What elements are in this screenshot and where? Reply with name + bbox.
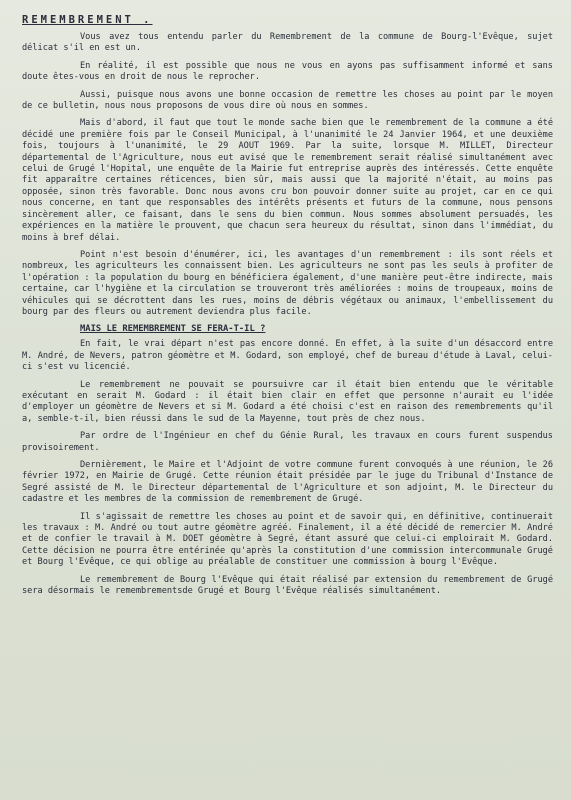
paragraph-conclusion: Le remembrement de Bourg l'Evêque qui était réalisé par extension du remembrement de Grugé sera désormais le remembrementsde Grugé et Bourg l'Evêque réalisés simultanément.	[22, 574, 553, 597]
paragraph-suspension: Par ordre de l'Ingénieur en chef du Génie Rural, les travaux en cours furent suspendus provisoirement.	[22, 431, 553, 453]
paragraph-bulletin: Aussi, puisque nous avons une bonne occasion de remettre les choses au point par le moyen de ce bulletin, nous nous proposons de vous dire où nous en sommes.	[22, 89, 553, 112]
paragraph-information: En réalité, il est possible que nous ne vous en ayons pas suffisamment informé et sans doute êtes-vous en droit de nous le reprocher.	[22, 60, 553, 83]
document-title: REMEMBREMENT .	[22, 14, 153, 26]
paragraph-meeting: Dernièrement, le Maire et l'Adjoint de votre commune furent convoqués à une réunion, le 26 février 1972, en Mairie de Grugé. Cette réunion était présidée par le juge du Tribunal d'Instance de Segré assisté de M. le Directeur départemental de l'Agriculture et son adjoint, M. le Directeur du cadastre et les membres de la commission de remembrement de Grugé.	[22, 460, 553, 505]
paragraph-history: Mais d'abord, il faut que tout le monde sache bien que le remembrement de la commune a été décidé une première fois par le Conseil Municipal, à l'unanimité le 24 Janvier 1964, et une deuxième fois, toujours à l'unanimité, le 29 AOUT 1969. Par la suite, lorsque M. MILLET, Directeur départemental de l'Agriculture, nous eut avisé que le remembrement serait réalisé simultanément avec celui de Grugé l'Hopital, une enquête de la Mairie fut entreprise auprès des intéressés. Cette enquête fit apparaître certaines réticences, bien sûr, mais aussi que la majorité n'était, au moins pas opposée, sinon très favorable. Donc nous avons cru bon pouvoir donner suite au projet, car en ce qui nous concerne, en tant que responsables des intérêts présents et futurs de la commune, nous pensons sincèrement aller, ce faisant, dans le sens du bien commun. Nous sommes absolument persuadés, les expériences en la matière le prouvent, que chacun sera heureux du résultat, sinon dans l'immédiat, du moins à bref délai.	[22, 118, 553, 243]
paragraph-departure: En fait, le vrai départ n'est pas encore donné. En effet, à la suite d'un désaccord entre M. André, de Nevers, patron géomètre et M. Godard, son employé, chef de bureau d'étude à Laval, celui-ci s'est vu licencié.	[22, 339, 553, 373]
section-subheading: MAIS LE REMEMBREMENT SE FERA-T-IL ?	[80, 324, 266, 335]
paragraph-advantages: Point n'est besoin d'énumérer, ici, les avantages d'un remembrement : ils sont réels et nombreux, les agriculteurs les connaissent bien. Les agriculteurs ne sont pas les seuls à profiter de l'opération : la population du bourg en bénéficiera également, d'une manière peut-être indirecte, mais certaine, car l'hygiène et la circulation se trouveront très améliorées : moins de troupeaux, moins de véhicules qui se décrottent dans les rues, moins de débris végétaux ou animaux, l'embellissement du bourg par des fleurs ou autrement deviendra plus facile.	[22, 249, 553, 317]
paragraph-intro: Vous avez tous entendu parler du Remembrement de la commune de Bourg-l'Evêque, sujet délicat s'il en est un.	[22, 32, 553, 54]
paragraph-godard: Le remembrement ne pouvait se poursuivre car il était bien entendu que le véritable exécutant en serait M. Godard : il était bien clair en effet que personne n'aurait eu l'idée d'employer un géomètre de Nevers et si M. Godard a été choisi c'est en raison des remembrements qu'il a, semble-t-il, bien réussi dans le sud de la Mayenne, tout près de chez nous.	[22, 379, 553, 424]
paragraph-decision: Il s'agissait de remettre les choses au point et de savoir qui, en définitive, continuerait les travaux : M. André ou tout autre géomètre agréé. Finalement, il a été décidé de remercier M. André et de confier le travail à M. DOET géomètre à Segré, étant assuré que celui-ci emploirait M. Godard. Cette décision ne pourra être entérinée qu'après la constitution d'une commission intercommunale Grugé et Bourg l'Evêque, ce qui oblige au préalable de constituer une commission à bourg l'Evêque.	[22, 511, 553, 568]
